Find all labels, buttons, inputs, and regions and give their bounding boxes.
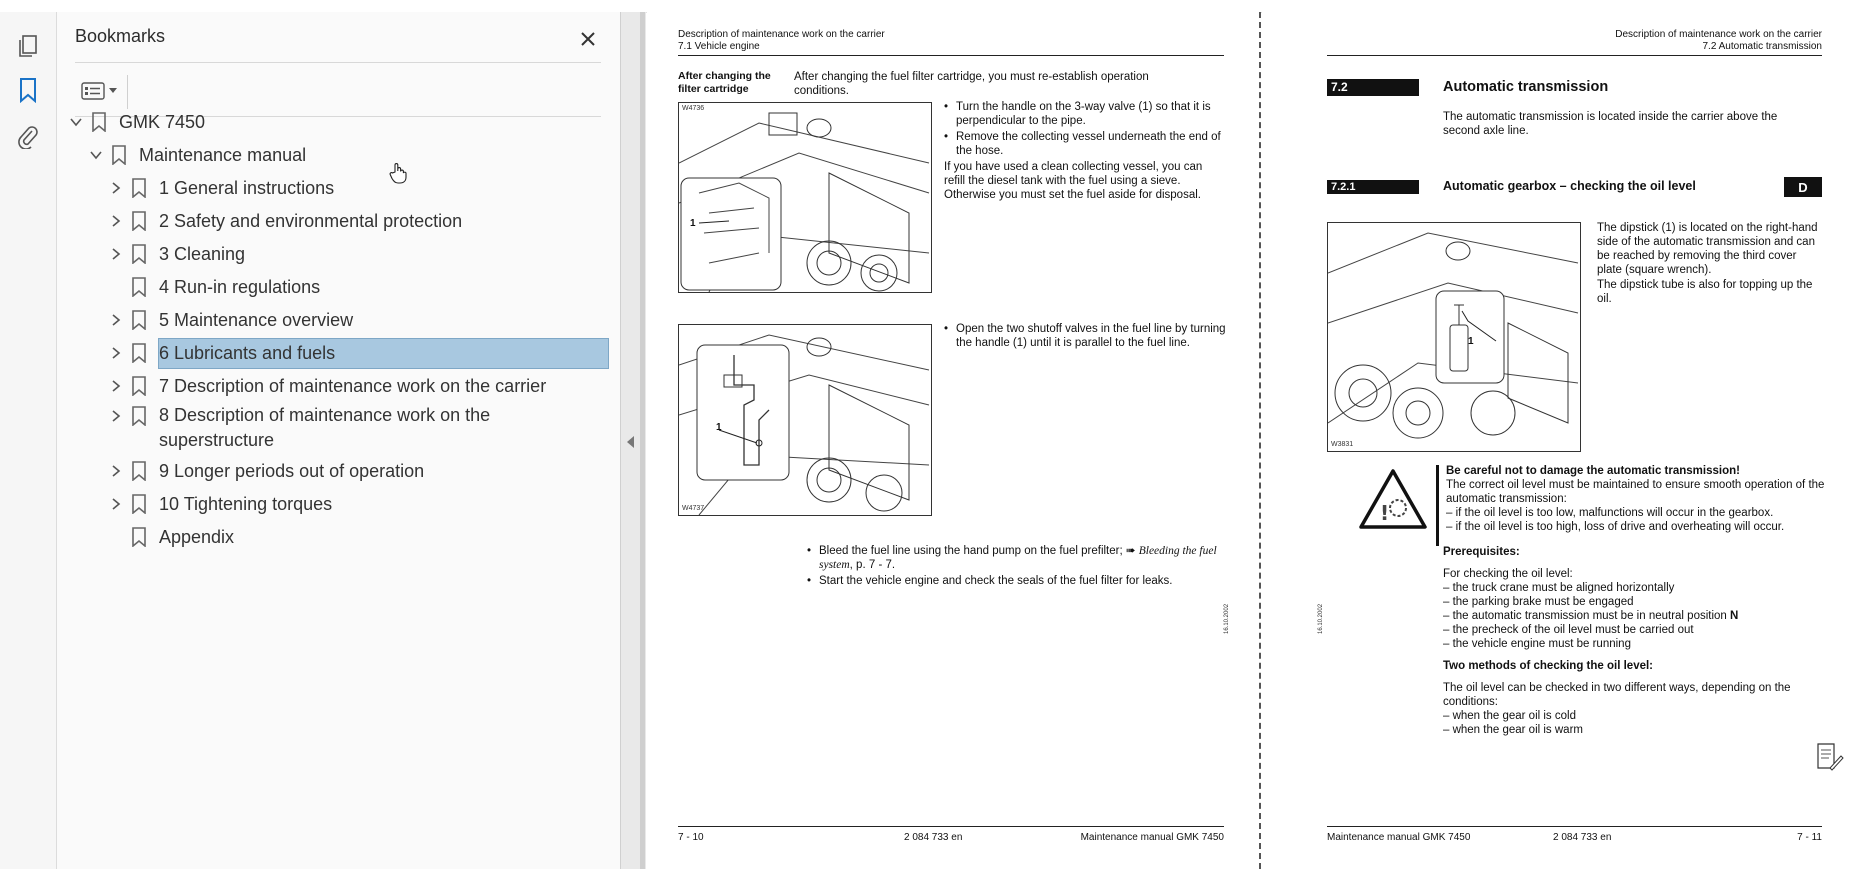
- panel-divider: [75, 62, 601, 63]
- methods-title: Two methods of checking the oil level:: [1443, 660, 1654, 672]
- bookmark-item[interactable]: [67, 106, 205, 138]
- bookmark-icon: [131, 342, 147, 364]
- bookmark-icon[interactable]: [12, 74, 44, 106]
- chevron-right-icon[interactable]: [107, 344, 125, 362]
- transmission-illustration: [1328, 223, 1580, 451]
- chevron-right-icon[interactable]: [107, 212, 125, 230]
- section-number: 7.2: [1327, 79, 1419, 96]
- side-heading-line: filter cartridge: [678, 83, 749, 95]
- bookmark-item[interactable]: [131, 271, 320, 303]
- warning-text: The correct oil level must be maintained to ensure smooth operation of the automatic transmission:: [1446, 479, 1825, 505]
- bookmark-icon: [131, 375, 147, 397]
- bookmark-label: 9 Longer periods out of operation: [159, 460, 425, 481]
- figure-fuel-valve: [678, 102, 932, 293]
- bookmark-label: 4 Run-in regulations: [159, 276, 321, 297]
- methods-intro: The oil level can be checked in two different ways, depending on the conditions:: [1443, 682, 1791, 708]
- bookmark-item-selected[interactable]: [107, 337, 608, 369]
- pages-icon[interactable]: [12, 30, 44, 62]
- neutral-symbol: N: [1730, 610, 1739, 622]
- subsection-title: Automatic gearbox – checking the oil level: [1443, 179, 1696, 193]
- bookmark-item[interactable]: [107, 455, 424, 487]
- manual-title: Maintenance manual GMK 7450: [1327, 832, 1471, 843]
- bullet-text: , p. 7 - 7.: [849, 559, 896, 571]
- bookmark-icon: [131, 309, 147, 331]
- bookmark-item[interactable]: [107, 205, 462, 237]
- instruction-bullet: • Remove the collecting vessel underneath the end of the hose.: [944, 130, 1226, 158]
- warning-item: – if the oil level is too low, malfunctions will occur in the gearbox.: [1446, 507, 1774, 519]
- svg-text:!: !: [1380, 501, 1390, 525]
- page-header-section: 7.1 Vehicle engine: [678, 41, 760, 52]
- method-item: – when the gear oil is cold: [1443, 710, 1576, 722]
- revision-date: 16.10.2002: [1318, 603, 1324, 634]
- instruction-bullet: • Turn the handle on the 3-way valve (1) so that it is perpendicular to the pipe.: [944, 100, 1226, 128]
- side-heading-line: After changing the: [678, 70, 771, 82]
- bookmark-label: Appendix: [159, 526, 235, 547]
- figure-shutoff-valves: [678, 324, 932, 516]
- collapse-panel-icon[interactable]: [627, 436, 634, 448]
- header-rule: [678, 55, 1224, 56]
- bookmark-icon: [131, 460, 147, 482]
- chevron-down-icon[interactable]: [67, 113, 85, 131]
- page-header-title: Description of maintenance work on the carrier: [678, 29, 885, 40]
- page-divider: [1259, 12, 1261, 869]
- chevron-right-icon[interactable]: [107, 179, 125, 197]
- instruction-bullet: • Open the two shutoff valves in the fuel line by turning the handle (1) until it is parallel to the fuel line.: [944, 322, 1226, 350]
- bookmarks-panel: [57, 12, 620, 869]
- attachment-icon[interactable]: [12, 120, 44, 152]
- prerequisite-item: – the precheck of the oil level must be carried out: [1443, 624, 1694, 636]
- warning-item: – if the oil level is too high, loss of drive and overheating will occur.: [1446, 521, 1785, 533]
- disposal-paragraph: If you have used a clean collecting vessel, you can refill the diesel tank with the fuel using a sieve. Otherwise you must set the fuel aside for disposal.: [944, 161, 1203, 201]
- chevron-right-icon[interactable]: [107, 377, 125, 395]
- bookmark-label: 3 Cleaning: [159, 243, 246, 264]
- hand-cursor-icon: [389, 162, 407, 189]
- bookmark-label: 5 Maintenance overview: [159, 309, 354, 330]
- bookmark-label: 8 Description of maintenance work on the superstructure: [159, 405, 491, 450]
- chevron-right-icon[interactable]: [107, 495, 125, 513]
- chevron-right-icon[interactable]: [107, 311, 125, 329]
- section-text: The automatic transmission is located inside the carrier above the second axle line.: [1443, 111, 1778, 137]
- bookmark-item[interactable]: [107, 488, 332, 520]
- dipstick-paragraph: The dipstick tube is also for topping up the oil.: [1597, 279, 1813, 305]
- bookmark-icon: [131, 177, 147, 199]
- prerequisite-item: – the vehicle engine must be running: [1443, 638, 1631, 650]
- bookmark-icon: [131, 493, 147, 515]
- d-badge: D: [1784, 177, 1822, 197]
- warning-triangle-icon: [1358, 468, 1428, 535]
- instruction-bullet: • Start the vehicle engine and check the seals of the fuel filter for leaks.: [807, 574, 1219, 588]
- footer-rule: [1327, 826, 1822, 827]
- bookmark-item[interactable]: [107, 238, 245, 270]
- document-page-right: [1262, 12, 1875, 869]
- side-heading: [678, 70, 771, 96]
- figure-code: W4737: [682, 505, 705, 512]
- figure-callout: 1: [690, 218, 696, 229]
- bookmark-item[interactable]: [107, 370, 546, 402]
- revision-date: 16.10.2002: [1224, 603, 1230, 634]
- bookmark-icon: [111, 144, 127, 166]
- splitter-handle[interactable]: [640, 12, 645, 869]
- figure-dipstick: [1327, 222, 1581, 452]
- manual-title: Maintenance manual GMK 7450: [1080, 832, 1224, 843]
- page-header-title: Description of maintenance work on the carrier: [1615, 29, 1822, 40]
- instruction-bullet: [807, 544, 1219, 572]
- bookmark-icon: [131, 243, 147, 265]
- panel-title: Bookmarks: [75, 26, 166, 46]
- figure-code: W4736: [682, 105, 705, 112]
- close-icon[interactable]: [575, 26, 601, 52]
- prerequisite-text: – the automatic transmission must be in neutral position: [1443, 610, 1731, 622]
- prerequisite-item: – the parking brake must be engaged: [1443, 596, 1634, 608]
- warning-bar: [1436, 465, 1439, 546]
- dipstick-paragraph: The dipstick (1) is located on the right-hand side of the automatic transmission and can be reached by removing the third cover plate (square wrench).: [1597, 222, 1818, 276]
- method-item: – when the gear oil is warm: [1443, 724, 1583, 736]
- figure-callout: 1: [1468, 336, 1474, 347]
- bookmark-label: 7 Description of maintenance work on the carrier: [159, 375, 547, 396]
- page-number: 7 - 10: [678, 832, 704, 843]
- bookmark-item[interactable]: [87, 139, 306, 171]
- bookmark-icon: [131, 405, 147, 427]
- bookmark-item[interactable]: [107, 304, 353, 336]
- document-number: 2 084 733 en: [904, 832, 963, 843]
- figure-callout: 1: [716, 422, 722, 433]
- bookmark-label: 2 Safety and environmental protection: [159, 210, 463, 231]
- chevron-down-icon[interactable]: [87, 146, 105, 164]
- cross-reference-link[interactable]: Bleeding the fuel system: [819, 545, 1217, 571]
- bookmark-icon: [131, 526, 147, 548]
- page-header-section: 7.2 Automatic transmission: [1702, 41, 1822, 52]
- prerequisite-item: [1443, 609, 1738, 623]
- bookmark-item[interactable]: [107, 172, 334, 204]
- subsection-number: 7.2.1: [1327, 180, 1419, 194]
- bookmark-label: GMK 7450: [119, 111, 206, 132]
- document-page-left: [647, 12, 1259, 869]
- toolbar-divider: [127, 75, 128, 109]
- bookmark-icon: [131, 210, 147, 232]
- navigation-rail: [0, 12, 57, 869]
- notepad-icon: [1814, 742, 1844, 777]
- prerequisite-item: – the truck crane must be aligned horizontally: [1443, 582, 1675, 594]
- intro-paragraph: After changing the fuel filter cartridge, you must re-establish operation conditions.: [794, 71, 1149, 97]
- engine-illustration: [679, 103, 931, 292]
- bookmark-item[interactable]: [131, 521, 234, 553]
- engine-illustration: [679, 325, 931, 515]
- bookmark-label: 1 General instructions: [159, 177, 335, 198]
- page-number: 7 - 11: [1797, 832, 1822, 843]
- document-number: 2 084 733 en: [1553, 832, 1612, 843]
- section-title: Automatic transmission: [1443, 79, 1609, 95]
- header-rule: [1327, 55, 1822, 56]
- bookmark-label: 10 Tightening torques: [159, 493, 333, 514]
- prerequisites-title: Prerequisites:: [1443, 546, 1520, 558]
- chevron-right-icon[interactable]: [107, 407, 125, 425]
- warning-title: Be careful not to damage the automatic transmission!: [1446, 465, 1740, 477]
- bookmark-label: Maintenance manual: [139, 144, 307, 165]
- bookmark-item[interactable]: [107, 403, 519, 455]
- bookmark-icon: [91, 111, 107, 133]
- figure-code: W3831: [1331, 441, 1354, 448]
- footer-rule: [678, 826, 1224, 827]
- list-options-icon[interactable]: [75, 76, 125, 106]
- prerequisites-intro: For checking the oil level:: [1443, 568, 1573, 580]
- bookmark-label: 6 Lubricants and fuels: [159, 339, 608, 368]
- bullet-text: Bleed the fuel line using the hand pump on the fuel prefilter; ➠: [819, 545, 1139, 557]
- chevron-right-icon[interactable]: [107, 245, 125, 263]
- bookmark-icon: [131, 276, 147, 298]
- chevron-right-icon[interactable]: [107, 462, 125, 480]
